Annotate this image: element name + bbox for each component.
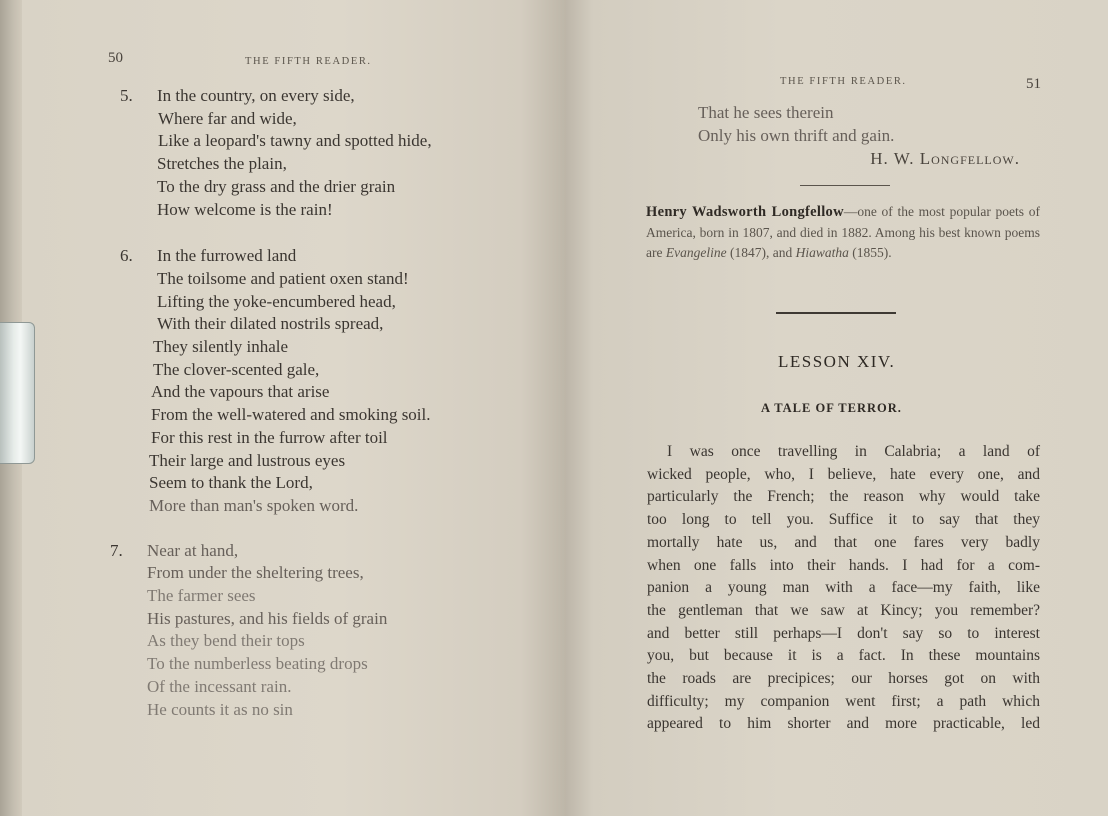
- stanza-7: [110, 540, 432, 722]
- author-biography: [646, 202, 1040, 264]
- poem-line: The clover-scented gale,: [153, 359, 320, 379]
- poem-line: For this rest in the furrow after toil: [151, 427, 388, 447]
- poem-line: His pastures, and his fields of grain: [147, 608, 388, 628]
- poem-line: As they bend their tops: [147, 631, 305, 651]
- poem-line: And the vapours that arise: [151, 382, 330, 402]
- prose-line: too long to tell you. Suffice it to say that they: [647, 511, 1040, 529]
- story-title: A TALE OF TERROR.: [761, 401, 902, 415]
- poem-ending: [698, 102, 894, 147]
- section-divider: [800, 185, 890, 186]
- page-number: 50: [108, 50, 123, 66]
- poem-line: To the numberless beating drops: [147, 654, 368, 674]
- poem-line: With their dilated nostrils spread,: [157, 314, 384, 334]
- poem-signature: H. W. Longfellow.: [870, 149, 1020, 168]
- poem-line: The toilsome and patient oxen stand!: [157, 268, 409, 288]
- poem-line: Like a leopard's tawny and spotted hide,: [158, 131, 432, 151]
- stanza-6: [120, 245, 432, 517]
- page-clip: [0, 322, 35, 464]
- poem-line: That he sees therein: [698, 103, 834, 122]
- prose-line: I was once travelling in Calabria; a land of: [667, 443, 1040, 460]
- prose-line: mortally hate us, and that one fares very badly: [647, 533, 1040, 551]
- prose-line: you, but because it is a fact. In these mountains: [647, 647, 1040, 665]
- poem-line: In the country, on every side,: [157, 86, 355, 105]
- prose-line: difficulty; my companion went first; a path which: [647, 692, 1040, 710]
- poem-line: From the well-watered and smoking soil.: [151, 405, 431, 425]
- poem-line: Seem to thank the Lord,: [149, 473, 313, 493]
- poem-line: How welcome is the rain!: [157, 199, 333, 219]
- prose-line: wicked people, who, I believe, hate every one, and: [647, 465, 1040, 483]
- ornamental-rule: [776, 312, 896, 314]
- poem-line: To the dry grass and the drier grain: [157, 176, 396, 196]
- lesson-title: LESSON XIV.: [778, 352, 896, 371]
- poem-line: Their large and lustrous eyes: [149, 450, 346, 470]
- prose-line: the gentleman that we saw at Kincy; you remember?: [647, 601, 1040, 619]
- poem-line: More than man's spoken word.: [149, 495, 359, 515]
- bio-text: (1855).: [848, 245, 892, 260]
- story-text: [647, 441, 1040, 736]
- poem-line: Only his own thrift and gain.: [698, 125, 895, 145]
- right-page: [566, 0, 1108, 816]
- poem-line: Where far and wide,: [158, 108, 297, 128]
- poem-line: Of the incessant rain.: [147, 676, 292, 696]
- bio-title-evangeline: Evangeline: [665, 245, 727, 260]
- prose-line: panion a young man with a face—my faith, like: [647, 579, 1040, 597]
- poem-line: Near at hand,: [147, 540, 239, 560]
- poem-line: In the furrowed land: [157, 246, 297, 266]
- stanza-number: 7.: [110, 540, 123, 560]
- poem-continuation: [110, 85, 432, 742]
- running-head: THE FIFTH READER.: [245, 56, 372, 67]
- page-number: 51: [1026, 76, 1041, 92]
- bio-text: (1847), and: [726, 245, 796, 260]
- poem-line: They silently inhale: [153, 337, 289, 357]
- stanza-number: 5.: [120, 86, 133, 105]
- stanza-number: 6.: [120, 246, 133, 266]
- running-head: THE FIFTH READER.: [780, 76, 907, 87]
- bio-title-hiawatha: Hiawatha: [795, 245, 849, 260]
- poem-line: He counts it as no sin: [147, 699, 293, 719]
- prose-line: and better still perhaps—I don't say so to interest: [647, 624, 1040, 642]
- poem-line: Stretches the plain,: [157, 154, 287, 174]
- prose-line: particularly the French; the reason why would take: [647, 488, 1040, 506]
- poem-line: Lifting the yoke-encumbered head,: [157, 291, 396, 311]
- stanza-5: [120, 85, 432, 221]
- poem-line: The farmer sees: [147, 586, 256, 606]
- prose-line: appeared to him shorter and more practicable, led: [647, 715, 1040, 733]
- prose-line: when one falls into their hands. I had for a com-: [647, 556, 1040, 574]
- prose-line: the roads are precipices; our horses got on with: [647, 670, 1040, 688]
- author-name: Henry Wadsworth Longfellow: [646, 204, 844, 220]
- poem-line: From under the sheltering trees,: [147, 563, 364, 583]
- bio-text: —one of the most popular poets of America, born in 1807, and died in 1882. Among his best known poems are: [646, 204, 1040, 260]
